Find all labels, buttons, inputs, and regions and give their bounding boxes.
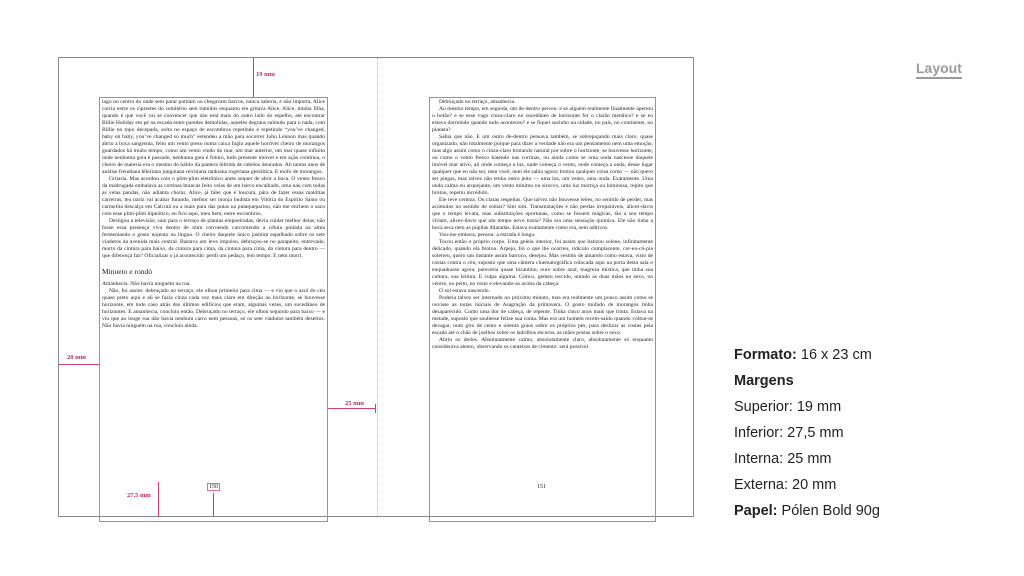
spec-outer-margin: Externa: 20 mm xyxy=(734,477,837,493)
body-paragraph: Tocou então o próprio corpo. Uma geleia interior, foi assim que batizou solene, infinitamente delicado, quando ela brotou. Arpejo, foi o que lhe ocorreu, ridículo complacente, cor-eu-cô-pia soletreu, quero um instante assim barroco, desejou. Mas vestido de amarelo como estava, visto de costas contra o céu, suposto que uma câmera cinematográfica colocada aqui na porta desta sala o enquadrasse agora, pareceria quase bizantino, ouro sobre azul, magreza mística, que tinha sua cultura, sua leitura. E culpa alguma. Gótico, gemeu torcido, unindo as duas mãos no sexo, no ventre, no peito, no rosto e elevando-as acima da cabeça. xyxy=(432,239,653,287)
left-page-paragraphs-after xyxy=(102,281,325,330)
body-paragraph: Ele teve certeza. Ou claras respeitas. Que talvez não houvesse leões, no sentido de perder, mas acúmulos no sentido de somar? Sim sim. Transmutações e não perdas irreparáveis, alices-davis que o tempo levara, mas substituições oportunas, como se fossem mágicas, tão a seu tempo viriam, alices-davis que um tempo novo traria? Não era uma sensação química. Ele não tinha a boca seca nem as pupilas dilatadas. Estava exatamente como era, sem aditivos. xyxy=(432,197,653,231)
body-paragraph: Desligou a televisão, saiu para o terraço de plantas empoeiradas, devia cuidar melhor delas, não fosse essa presença viva dentro de mim corroendo carcomendo a célula pintada na alma fermentando o gosto nojento na língua. O cheiro daquele único jasmim espalhado sobre os sete viadutos da avenida mais central. Bastava um leve impulso, debruçou-se no parapeito, entrevado, morto da cintura para baixo, da cintura para cima, da cintura para cima, da cintura para dentro — que diferença faz? Oficializar o já acontecido: perdi um pedaço, tem tempo. E nem morri. xyxy=(102,218,325,259)
spec-list xyxy=(734,342,880,524)
right-page-text-block xyxy=(429,97,656,522)
body-paragraph: Debruçado no terraço, amanhecia. xyxy=(439,99,516,105)
body-paragraph: Ao mesmo tempo, em seguida, um de-dentro perceu: e se alguém realmente finalmente apertou o botão? e se esse vago cinza-claro no sucedâneo de horizonte for o clarão metálico? e se eu estava dormindo quando tudo aconteceu? e se fiquei sozinho na cidade, no país, no continente, no planeta? xyxy=(432,106,653,133)
spec-margins-heading: Margens xyxy=(734,373,794,389)
body-paragraph: O sol estava nascendo. xyxy=(439,288,490,294)
body-paragraph: Abriu os dedos. Absolutamente calmo, absolutamente claro, absolutamente só enquanto considerava atento, observando os canteiros de cimento: será possível xyxy=(432,337,653,350)
inner-margin-tick xyxy=(375,404,376,413)
spine-gutter xyxy=(377,58,378,516)
body-paragraph: lago no centro do onde sem parar partiam ou chegavam barcos, nunca saberia, e não importa, Alice corria entre os ciprestes do cemitério sem túmulos enquanto ele gritava Alice, Alice, minha filha, quando é que você vai se convencer que não está mais do outro lado do espelho, até encontrar Billie Holiday em pé na escada entre paredes demolidas, aqueles degraus subindo para o nada, com Billie no topo decepada, solta no espaço de escombros repetindo e repetindo “you’ve changed, baby oh baby, you’ve changed so much” estendeu a mão para socorrer John Lennon mas quando abriu a boca sangrenta, feito um vento preso numa caixa fugiu aquele horrível cheiro de morangos guardados há muito tempo, como um vento vindo do mar, um mar anterior, um mar quase infinito onde nenhuma gota é passado, nenhuma gota é futuro, tudo presente imóvel e em ação contínua, o cheiro de maresia era o mesmo do hálito da pantera hibrida de cabelos dourados. Ah tantos anos de análise freudiana lêkiriana junguiana reichiana rankiana rogeriana gestáltica. E mofo de morangos. xyxy=(102,99,325,175)
spec-inner-margin: Interna: 25 mm xyxy=(734,451,832,467)
left-page-text-block xyxy=(99,97,328,522)
inner-margin-guide xyxy=(328,408,375,409)
bottom-margin-guide xyxy=(158,482,159,517)
outer-margin-label: 20 mm xyxy=(67,354,86,361)
outer-margin-guide xyxy=(59,364,99,365)
spec-bottom-margin: Inferior: 27,5 mm xyxy=(734,425,844,441)
left-page-number: 150 xyxy=(209,484,218,490)
spec-top-margin: Superior: 19 mm xyxy=(734,399,842,415)
chapter-heading: Minueto e rondó xyxy=(102,267,152,276)
body-paragraph: Gritaria. Mas acordou com o plim-plim eletrônico antes sequer de abrir a boca. O vento fresco da madrugada embalava as cortinas brancas feito velas de um barco encalhado, uma nau com todas as velas pandas, não adianta chorar, Alice, já falei que é loucura, pára de fazer essas malditas carreiras, teu nariz vai acabar furando, melhor ser monja budista em Vitória do Espírito Santo ou carmelita descalça em Calcutá ou a mais puta das putas na putaqueparinu, não me enchem o saco com esse plim-plim hipnótico, eu fico aqui, meu bem, entre escombros. xyxy=(102,176,325,217)
right-page-number: 151 xyxy=(537,484,546,490)
spec-paper: Papel: Pólen Bold 90g xyxy=(734,503,880,519)
body-paragraph: Amanhecia. Não havia ninguém na rua. xyxy=(102,281,191,287)
right-page-paragraphs xyxy=(432,99,653,351)
page-number-guide xyxy=(213,493,214,517)
body-paragraph: Poderia talvez ser internado no próximo minuto, mas era realmente um pouco assim como se ouvisse as notas iniciais de Asagração da primavera. O gosto mofado de morangos tinha desaparecido. Como uma dor de cabeça, de repente. Tinha cinco anos mais que trinta. Estava na metade, suposto que soubesse felize sua conta. Mas era um homem recém-saído quando voltou-se devagar, num giro de cento e oitenta graus sobre os próprios pés, para deslizar as costas pela escada até o chão de joelhos sobre os ladrilhos escuros, as mãos postas sobre o sexo. xyxy=(432,295,653,336)
left-page-paragraphs xyxy=(102,99,325,260)
bottom-margin-label: 27,5 mm xyxy=(127,492,151,499)
top-margin-label: 19 mm xyxy=(256,71,275,78)
body-paragraph: Sabia que não. E um outro de-dentro pensava também, se sobrepujando mais claro, quase organizado, não totalmente porque para dizer a verdade não era um pensamento nem uma emoção, mas algo assim como o cinza-claro brotando natural por sobre o horizonte, se houvesse horizonte, ou como o vento fresco batendo nas cortinas, ou ainda como se uma onda nascesse daquele imóvel mar ativo, ali onde começa a luz, onde começa o vento, onde começa a onda, desse lugar qualquer que eu não sei, nem você, nem ele sabia agora: brotou qualquer coisa como — não quero ser piegas, mas talvez não tenha outro jeito — uma luz, um vento, uma onda. Exatamente. Uma onda calma ou arquejante, um vento mínimo ou sirocco, uma luz mortiça ou luminosa, repito que brotou, repetiu incrédulo. xyxy=(432,134,653,196)
layout-title: Layout xyxy=(916,60,962,79)
inner-margin-label: 25 mm xyxy=(345,400,364,407)
book-spread xyxy=(58,57,694,517)
body-paragraph: Vou-me embora, pensou: a estrada é longa. xyxy=(439,232,536,238)
spec-format: Formato: 16 x 23 cm xyxy=(734,347,872,363)
body-paragraph: Não, foi assim: debruçado no terraço, ele olhou primeiro para cima — e viu que o azul do céu quase preto aqui e ali se fazia cinza cada vez mais claro em direção ao horizonte, se houvesse horizonte, em todo caso atrás dos últimos edifícios que eram, algumas vezes, um sucedâneo de horizontes. E amanhecia, concluiu então. Debruçado no terraço, ele olhou segundo para baixo — e viu que ao longe rua não havia nenhum carro nem pessoas, só os sete viadutos também desertos. Não havia ninguém na rua, concluiu ainda. xyxy=(102,288,325,329)
top-margin-guide xyxy=(253,58,254,97)
